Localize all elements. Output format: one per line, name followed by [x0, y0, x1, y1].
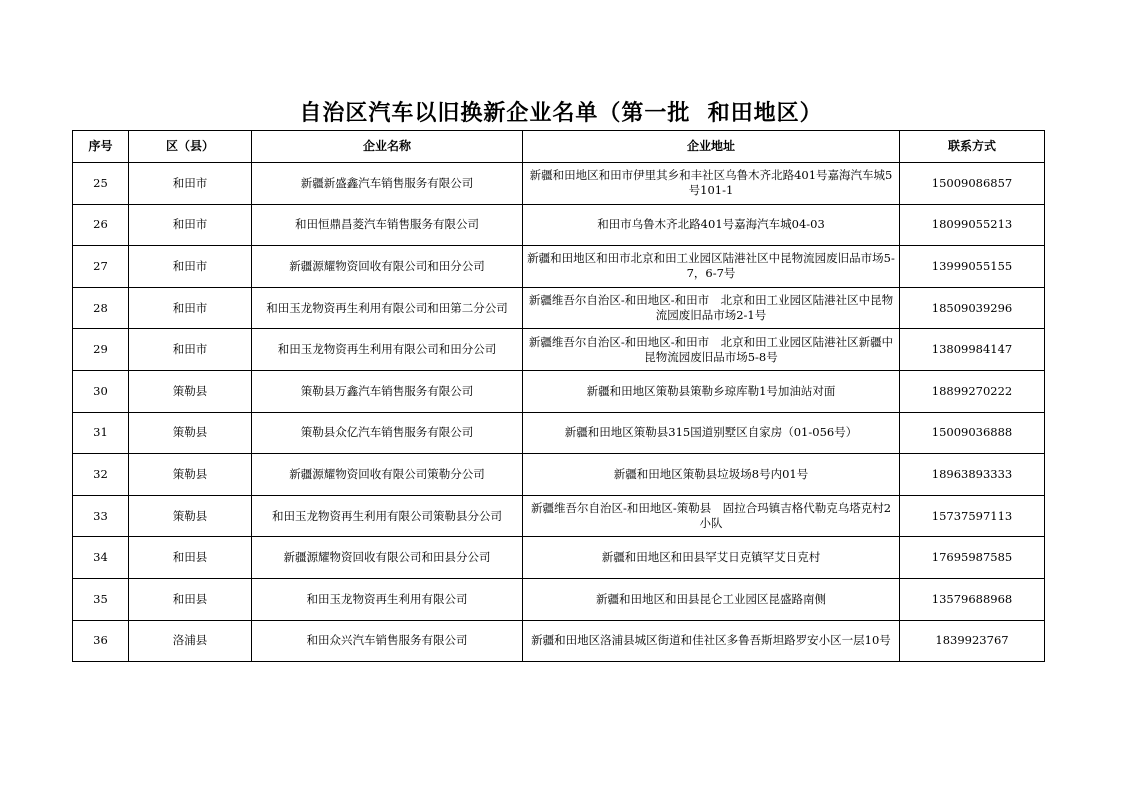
cell-address: 新疆和田地区策勒县策勒乡琼库勒1号加油站对面 [523, 370, 900, 412]
cell-address: 新疆维吾尔自治区-和田地区-和田市 北京和田工业园区陆港社区中昆物流园废旧品市场2-1号 [523, 287, 900, 329]
enterprise-table [72, 130, 1045, 662]
cell-company: 和田恒鼎昌菱汽车销售服务有限公司 [252, 204, 523, 246]
table-row [73, 495, 1045, 537]
table-row [73, 620, 1045, 662]
cell-address: 和田市乌鲁木齐北路401号嘉海汽车城04-03 [523, 204, 900, 246]
table-row [73, 370, 1045, 412]
cell-company: 和田众兴汽车销售服务有限公司 [252, 620, 523, 662]
cell-district: 和田市 [129, 329, 252, 371]
cell-company: 和田玉龙物资再生利用有限公司策勒县分公司 [252, 495, 523, 537]
header-company: 企业名称 [252, 131, 523, 163]
cell-no: 30 [73, 370, 129, 412]
cell-phone: 18899270222 [900, 370, 1045, 412]
cell-no: 28 [73, 287, 129, 329]
table-row [73, 246, 1045, 288]
cell-address: 新疆和田地区和田县罕艾日克镇罕艾日克村 [523, 537, 900, 579]
cell-phone: 1839923767 [900, 620, 1045, 662]
header-district: 区（县） [129, 131, 252, 163]
cell-address: 新疆和田地区洛浦县城区街道和佳社区多鲁吾斯坦路罗安小区一层10号 [523, 620, 900, 662]
cell-no: 27 [73, 246, 129, 288]
cell-address: 新疆维吾尔自治区-和田地区-策勒县 固拉合玛镇吉格代勒克乌塔克村2小队 [523, 495, 900, 537]
table-row [73, 412, 1045, 454]
cell-phone: 13579688968 [900, 578, 1045, 620]
header-address: 企业地址 [523, 131, 900, 163]
cell-address: 新疆和田地区和田市北京和田工业园区陆港社区中昆物流园废旧品市场5-7，6-7号 [523, 246, 900, 288]
table-row [73, 163, 1045, 205]
table-row [73, 454, 1045, 496]
cell-company: 新疆源耀物资回收有限公司和田县分公司 [252, 537, 523, 579]
table-row [73, 204, 1045, 246]
cell-no: 25 [73, 163, 129, 205]
cell-no: 36 [73, 620, 129, 662]
table-row [73, 329, 1045, 371]
table-row [73, 287, 1045, 329]
cell-company: 策勒县万鑫汽车销售服务有限公司 [252, 370, 523, 412]
cell-district: 和田市 [129, 163, 252, 205]
cell-address: 新疆和田地区和田县昆仑工业园区昆盛路南侧 [523, 578, 900, 620]
header-phone: 联系方式 [900, 131, 1045, 163]
cell-district: 策勒县 [129, 412, 252, 454]
table-row [73, 537, 1045, 579]
cell-district: 和田市 [129, 287, 252, 329]
cell-company: 和田玉龙物资再生利用有限公司 [252, 578, 523, 620]
cell-phone: 15009036888 [900, 412, 1045, 454]
cell-phone: 13999055155 [900, 246, 1045, 288]
cell-company: 策勒县众亿汽车销售服务有限公司 [252, 412, 523, 454]
cell-district: 和田县 [129, 578, 252, 620]
cell-address: 新疆和田地区策勒县315国道别墅区自家房（01-056号） [523, 412, 900, 454]
cell-address: 新疆和田地区策勒县垃圾场8号内01号 [523, 454, 900, 496]
cell-phone: 15009086857 [900, 163, 1045, 205]
cell-phone: 17695987585 [900, 537, 1045, 579]
cell-phone: 15737597113 [900, 495, 1045, 537]
cell-no: 34 [73, 537, 129, 579]
table-header-row [73, 131, 1045, 163]
cell-district: 和田县 [129, 537, 252, 579]
cell-no: 33 [73, 495, 129, 537]
cell-company: 和田玉龙物资再生利用有限公司和田第二分公司 [252, 287, 523, 329]
cell-company: 新疆源耀物资回收有限公司策勒分公司 [252, 454, 523, 496]
cell-district: 洛浦县 [129, 620, 252, 662]
cell-district: 和田市 [129, 246, 252, 288]
table-row [73, 578, 1045, 620]
cell-no: 29 [73, 329, 129, 371]
cell-address: 新疆和田地区和田市伊里其乡和丰社区乌鲁木齐北路401号嘉海汽车城5号101-1 [523, 163, 900, 205]
cell-district: 策勒县 [129, 454, 252, 496]
cell-phone: 13809984147 [900, 329, 1045, 371]
cell-no: 31 [73, 412, 129, 454]
cell-no: 32 [73, 454, 129, 496]
cell-company: 和田玉龙物资再生利用有限公司和田分公司 [252, 329, 523, 371]
cell-district: 策勒县 [129, 370, 252, 412]
header-no: 序号 [73, 131, 129, 163]
cell-phone: 18099055213 [900, 204, 1045, 246]
cell-company: 新疆新盛鑫汽车销售服务有限公司 [252, 163, 523, 205]
cell-district: 和田市 [129, 204, 252, 246]
cell-district: 策勒县 [129, 495, 252, 537]
cell-address: 新疆维吾尔自治区-和田地区-和田市 北京和田工业园区陆港社区新疆中昆物流园废旧品市场5-8号 [523, 329, 900, 371]
cell-phone: 18963893333 [900, 454, 1045, 496]
cell-no: 26 [73, 204, 129, 246]
page-title: 自治区汽车以旧换新企业名单（第一批 和田地区） [299, 101, 823, 126]
cell-phone: 18509039296 [900, 287, 1045, 329]
cell-no: 35 [73, 578, 129, 620]
cell-company: 新疆源耀物资回收有限公司和田分公司 [252, 246, 523, 288]
